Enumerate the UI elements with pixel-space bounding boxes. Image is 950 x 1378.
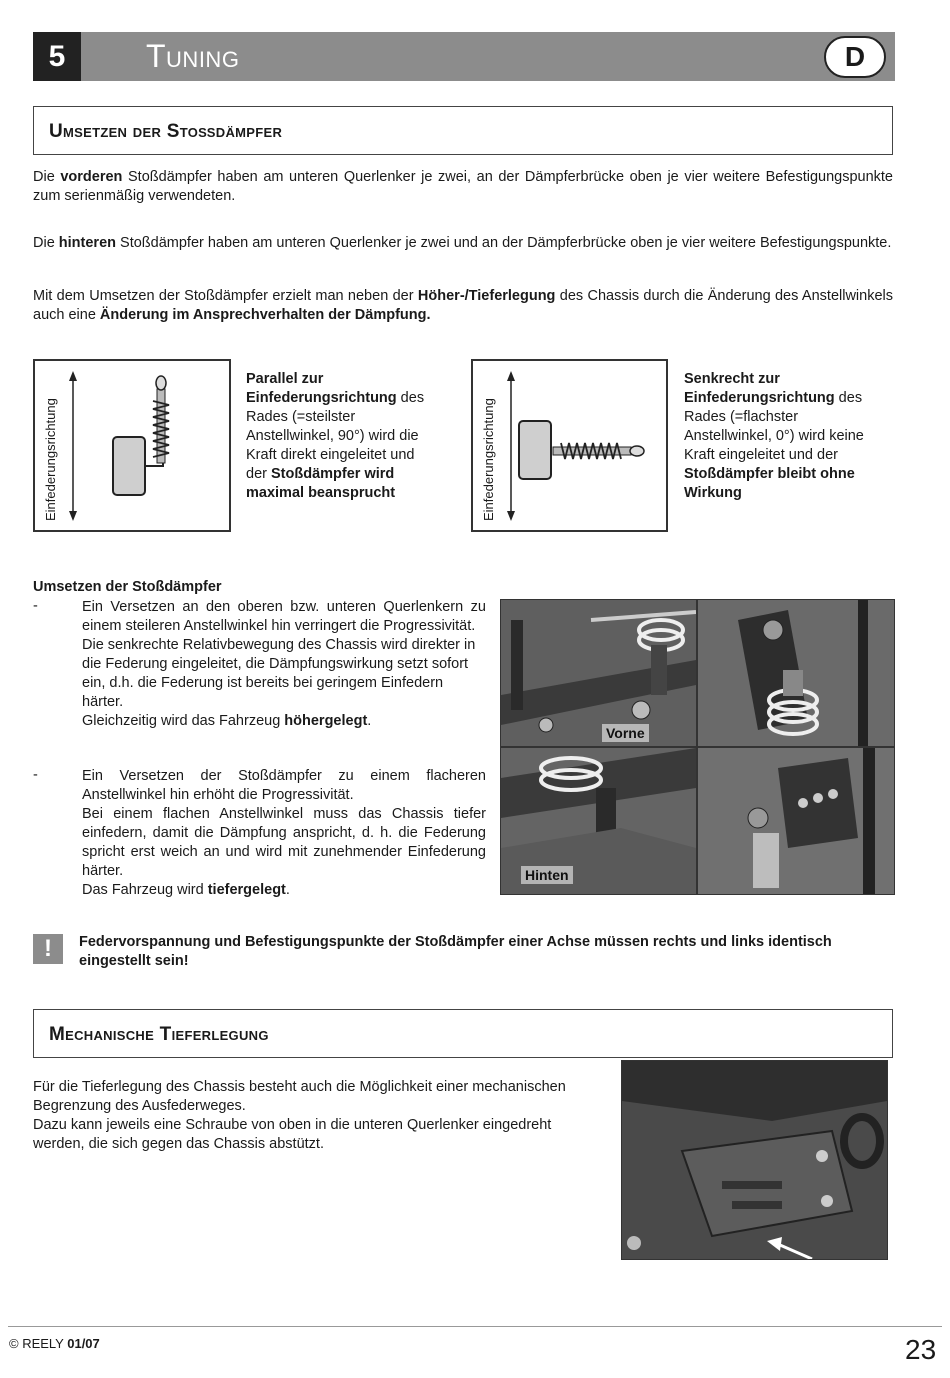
list-item-flatter: Ein Versetzen der Stoßdämpfer zu einem flacheren Anstellwinkel hin erhöht die Progressivität. Bei einem flachen Anstellwinkel muss das Chassis tiefer einfedern, damit die Dämpfung anspricht, d. h. die Federung spricht erst weich an und wird mit zunehmender Einfederung härter. Das Fahrzeug wird tiefergelegt. [82,768,486,898]
list-dash: - [33,598,38,614]
chapter-number: 5 [33,32,81,81]
front-shock-closeup-photo [698,600,894,746]
list-heading: Umsetzen der Stoßdämpfer [33,579,222,595]
lowering-photo [621,1060,888,1260]
rear-shock-closeup-photo [698,748,894,894]
paragraph-front-shocks: Die vorderen Stoßdämpfer haben am unteren Querlenker je zwei, an der Dämpferbrücke oben je vier weitere Befestigungspunkte zum serienmäßig verwendeten. [33,169,893,204]
photo-rear-left [501,748,696,894]
photo-front-right [698,600,894,746]
section-title: Umsetzen der Stoßdämpfer [49,121,283,142]
page-number: 23 [905,1334,937,1365]
list-item-steeper: Ein Versetzen an den oberen bzw. unteren Querlenkern zu einem steileren Anstellwinkel hin verringert die Progressivität. Die senkrechte Relativbewegung des Chassis wird direkter in die Federung eingeleitet, die Dämpfungswirkung setzt sofort ein, d.h. die Federung ist bereits bei geringem Einfedern härter. Gleichzeitig wird das Fahrzeug höhergelegt. [82,599,486,729]
diagram-perpendicular-description: Senkrecht zur Einfederungsrichtung des Rades (=flachster Anstellwinkel, 0°) wird keine Kraft eingeleitet und der Stoßdämpfer bleibt ohne Wirkung [684,371,864,501]
axis-label: Einfederungsrichtung [43,398,58,521]
warning-icon: ! [33,934,63,964]
diagram-parallel [33,359,231,532]
paragraph-effect: Mit dem Umsetzen der Stoßdämpfer erzielt man neben der Höher-/Tieferlegung des Chassis durch die Änderung des Anstellwinkels auch eine Änderung im Ansprechverhalten der Dämpfung. [33,288,893,323]
footer-divider [8,1326,942,1327]
axis-label: Einfederungsrichtung [481,398,496,521]
paragraph-lowering: Für die Tieferlegung des Chassis besteht auch die Möglichkeit einer mechanischen Begrenzung des Ausfederweges. Dazu kann jeweils eine Schraube von oben in die unteren Querlenker eingedreht werden, die sich gegen das Chassis abstützt. [33,1079,566,1152]
footer-copyright: © REELY 01/07 [9,1336,100,1351]
section-title: Mechanische Tieferlegung [49,1024,269,1045]
warning-text: Federvorspannung und Befestigungspunkte der Stoßdämpfer einer Achse müssen rechts und links identisch eingestellt sein! [79,934,832,969]
photo-front-left [501,600,696,746]
rear-label: Hinten [521,866,573,884]
paragraph-rear-shocks: Die hinteren Stoßdämpfer haben am unteren Querlenker je zwei und an der Dämpferbrücke oben je vier weitere Befestigungspunkte. [33,235,892,251]
section-title-box [33,1009,893,1058]
list-dash: - [33,767,38,783]
chassis-lowering-photo [622,1061,887,1259]
chapter-title: Tuning [146,38,240,74]
front-label: Vorne [602,724,649,742]
front-shock-photo [501,600,696,746]
diagram-perpendicular [471,359,668,532]
section-title-box [33,106,893,155]
parallel-shock-illustration [35,361,229,530]
photo-rear-right [698,748,894,894]
shock-photo-grid [500,599,895,895]
perpendicular-shock-illustration [473,361,666,530]
diagram-parallel-description: Parallel zur Einfederungsrichtung des Rades (=steilster Anstellwinkel, 90°) wird die Kraft direkt eingeleitet und der Stoßdämpfer wird maximal beansprucht [246,371,425,501]
language-badge: D [824,36,886,78]
